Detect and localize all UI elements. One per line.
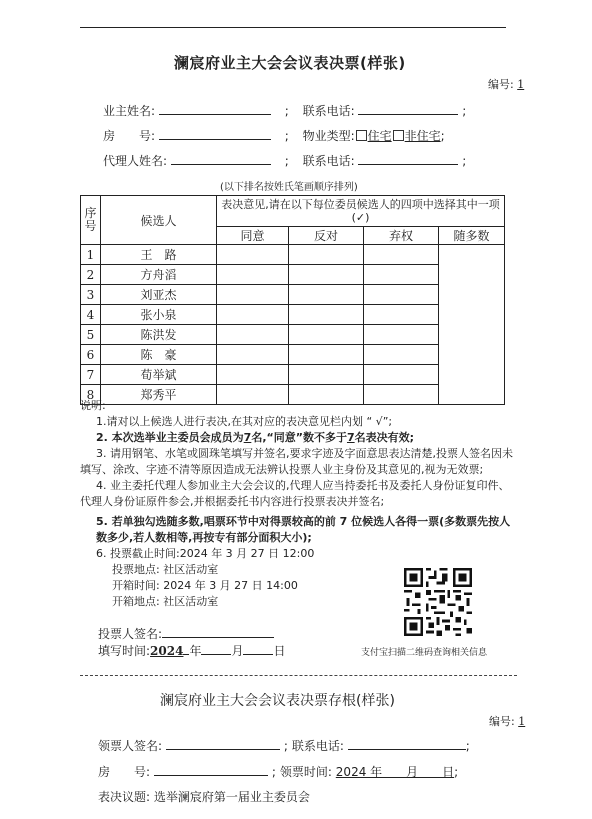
agree-cell[interactable]: [217, 265, 289, 285]
phone-label: 联系电话:: [302, 104, 355, 118]
stub-title: 澜宸府业主大会会议表决票存根(样张): [160, 693, 395, 709]
any-cell[interactable]: [439, 245, 505, 405]
col-oppose-header: 反对: [289, 227, 364, 245]
room-row: [103, 127, 445, 144]
stub-receiver-row: [98, 737, 470, 754]
row-no: 4: [81, 305, 101, 325]
agree-cell[interactable]: [217, 365, 289, 385]
voter-sign-input[interactable]: [162, 625, 274, 638]
note-3: 3. 请用钢笔、水笔或圆珠笔填写并签名,要求字迹及字面意思表达清楚,投票人签名因未填写、涂改、字迹不清等原因造成无法辨认投票人业主身份及其意见的,视为无效票;: [80, 447, 513, 476]
qr-code-icon: [404, 568, 472, 636]
sep: ;: [440, 129, 445, 143]
note-2-b: 名,“同意”数不多于: [251, 431, 347, 444]
agent-phone-label: 联系电话:: [302, 154, 355, 168]
notes-heading: 说明:: [80, 399, 106, 412]
receiver-sign-input[interactable]: [166, 737, 280, 750]
note-5: 5. 若单独勾选随多数,唱票环节中对得票较高的前 7 位候选人各得一票(多数票先按人数多少,若人数相等,再按专有部分面积大小);: [96, 515, 511, 544]
room-input[interactable]: [159, 127, 271, 140]
cut-line: [80, 675, 517, 676]
agent-phone-input[interactable]: [358, 152, 458, 165]
agent-name-label: 代理人姓名:: [103, 154, 168, 168]
col-candidate-header: 候选人: [101, 196, 217, 245]
topic-label: 表决议题:: [98, 790, 151, 804]
non-residential-checkbox[interactable]: [393, 130, 404, 141]
receiver-sign-label: 领票人签名:: [98, 739, 163, 753]
col-opinion-header: 表决意见,请在以下每位委员候选人的四项中选择其中一项(✓): [217, 196, 505, 227]
non-residential-label: 非住宅: [404, 129, 441, 143]
voter-sign-row: [98, 625, 274, 642]
abstain-cell[interactable]: [364, 325, 439, 345]
oppose-cell[interactable]: [289, 325, 364, 345]
candidate-name: 刘亚杰: [101, 285, 217, 305]
stub-topic-row: [98, 788, 310, 805]
stub-phone-input[interactable]: [348, 737, 466, 750]
stub-room-label: 房 号:: [98, 765, 151, 779]
sep: ;: [462, 154, 467, 168]
stub-number-label: 编号:: [489, 715, 515, 728]
candidate-name: 郑秀平: [101, 385, 217, 405]
abstain-cell[interactable]: [364, 265, 439, 285]
note-2-num1: 7: [243, 431, 252, 444]
candidate-name: 王 路: [101, 245, 217, 265]
topic-value: 选举澜宸府第一届业主委员会: [153, 790, 310, 804]
oppose-cell[interactable]: [289, 365, 364, 385]
oppose-cell[interactable]: [289, 305, 364, 325]
phone-input[interactable]: [358, 102, 458, 115]
sep: ;: [284, 129, 289, 143]
col-agree-header: 同意: [217, 227, 289, 245]
agent-name-input[interactable]: [171, 152, 271, 165]
stub-room-row: [98, 763, 458, 780]
order-note: (以下排名按姓氏笔画顺序排列): [220, 182, 358, 193]
agree-cell[interactable]: [217, 345, 289, 365]
candidate-name: 陈洪发: [101, 325, 217, 345]
owner-name-input[interactable]: [159, 102, 271, 115]
open-time: 开箱时间: 2024 年 3 月 27 日 14:00: [112, 579, 298, 592]
day-unit: 日: [273, 644, 286, 658]
note-6: 6. 投票截止时间:2024 年 3 月 27 日 12:00: [96, 547, 315, 560]
abstain-cell[interactable]: [364, 285, 439, 305]
vote-table: [80, 195, 505, 405]
abstain-cell[interactable]: [364, 365, 439, 385]
candidate-name: 张小泉: [101, 305, 217, 325]
sep: ;: [284, 104, 289, 118]
abstain-cell[interactable]: [364, 305, 439, 325]
row-no: 2: [81, 265, 101, 285]
row-no: 6: [81, 345, 101, 365]
ballot-number-label: 编号:: [488, 78, 514, 91]
receive-time-value: 2024 年 月 日: [335, 765, 455, 779]
table-row: [81, 245, 505, 265]
month-unit: 月: [231, 644, 244, 658]
candidate-name: 陈 豪: [101, 345, 217, 365]
row-no: 8: [81, 385, 101, 405]
voter-sign-label: 投票人签名:: [98, 627, 163, 641]
stub-room-input[interactable]: [154, 763, 268, 776]
note-2-num2: 7: [346, 431, 355, 444]
note-4: 4. 业主委托代理人参加业主大会会议的,代理人应当持委托书及委托人身份证复印件、代理人身份证原件参会,并根据委托书内容进行投票表决并签名;: [80, 479, 510, 508]
residential-checkbox[interactable]: [356, 130, 367, 141]
row-no: 1: [81, 245, 101, 265]
ballot-number-value: 1: [517, 78, 525, 91]
room-label: 房 号:: [103, 129, 156, 143]
note-1: 1.请对以上候选人进行表决,在其对应的表决意见栏内划 “ √”;: [96, 415, 393, 428]
fill-year: 2024: [150, 644, 184, 658]
property-type-label: 物业类型:: [302, 129, 355, 143]
residential-label: 住宅: [367, 129, 392, 143]
fill-day-input[interactable]: [243, 642, 273, 655]
stub-phone-label: 联系电话:: [291, 739, 344, 753]
row-no: 7: [81, 365, 101, 385]
ballot-title: 澜宸府业主大会会议表决票(样张): [174, 54, 406, 72]
fill-month-input[interactable]: [201, 642, 231, 655]
oppose-cell[interactable]: [289, 345, 364, 365]
sep: ;: [283, 739, 288, 753]
receive-time-label: 领票时间:: [279, 765, 332, 779]
stub-number: [489, 713, 525, 729]
ballot-number: [488, 76, 524, 92]
agree-cell[interactable]: [217, 245, 289, 265]
note-2: [80, 430, 520, 446]
row-no: 3: [81, 285, 101, 305]
col-abstain-header: 弃权: [364, 227, 439, 245]
col-no-header: [81, 196, 101, 245]
agree-cell[interactable]: [217, 305, 289, 325]
oppose-cell[interactable]: [289, 245, 364, 265]
oppose-cell[interactable]: [289, 285, 364, 305]
vote-place: 投票地点: 社区活动室: [112, 563, 219, 576]
year-unit: 年: [189, 644, 202, 658]
col-no-text: 序号: [84, 206, 97, 233]
open-place: 开箱地点: 社区活动室: [112, 595, 219, 608]
abstain-cell[interactable]: [364, 245, 439, 265]
sep: ;: [465, 739, 470, 753]
agent-row: [103, 152, 466, 169]
col-any-header: 随多数: [439, 227, 505, 245]
row-no: 5: [81, 325, 101, 345]
owner-name-label: 业主姓名:: [103, 104, 156, 118]
note-2-c: 名表决有效;: [354, 431, 415, 444]
agree-cell[interactable]: [217, 285, 289, 305]
sep: ;: [454, 765, 459, 779]
owner-name-row: [103, 102, 466, 119]
sep: ;: [462, 104, 467, 118]
oppose-cell[interactable]: [289, 265, 364, 285]
qr-caption: 支付宝扫描二维码查询相关信息: [361, 648, 488, 658]
note-2-a: 2. 本次选举业主委员会成员为: [96, 431, 244, 444]
candidate-name: 方舟滔: [101, 265, 217, 285]
sep: ;: [284, 154, 289, 168]
sep: ;: [271, 765, 276, 779]
fill-time-label: 填写时间:: [98, 644, 151, 658]
stub-number-value: 1: [518, 715, 526, 728]
agree-cell[interactable]: [217, 325, 289, 345]
fill-time-row: [98, 642, 286, 659]
candidate-name: 荀举斌: [101, 365, 217, 385]
top-rule: [80, 27, 506, 28]
abstain-cell[interactable]: [364, 345, 439, 365]
